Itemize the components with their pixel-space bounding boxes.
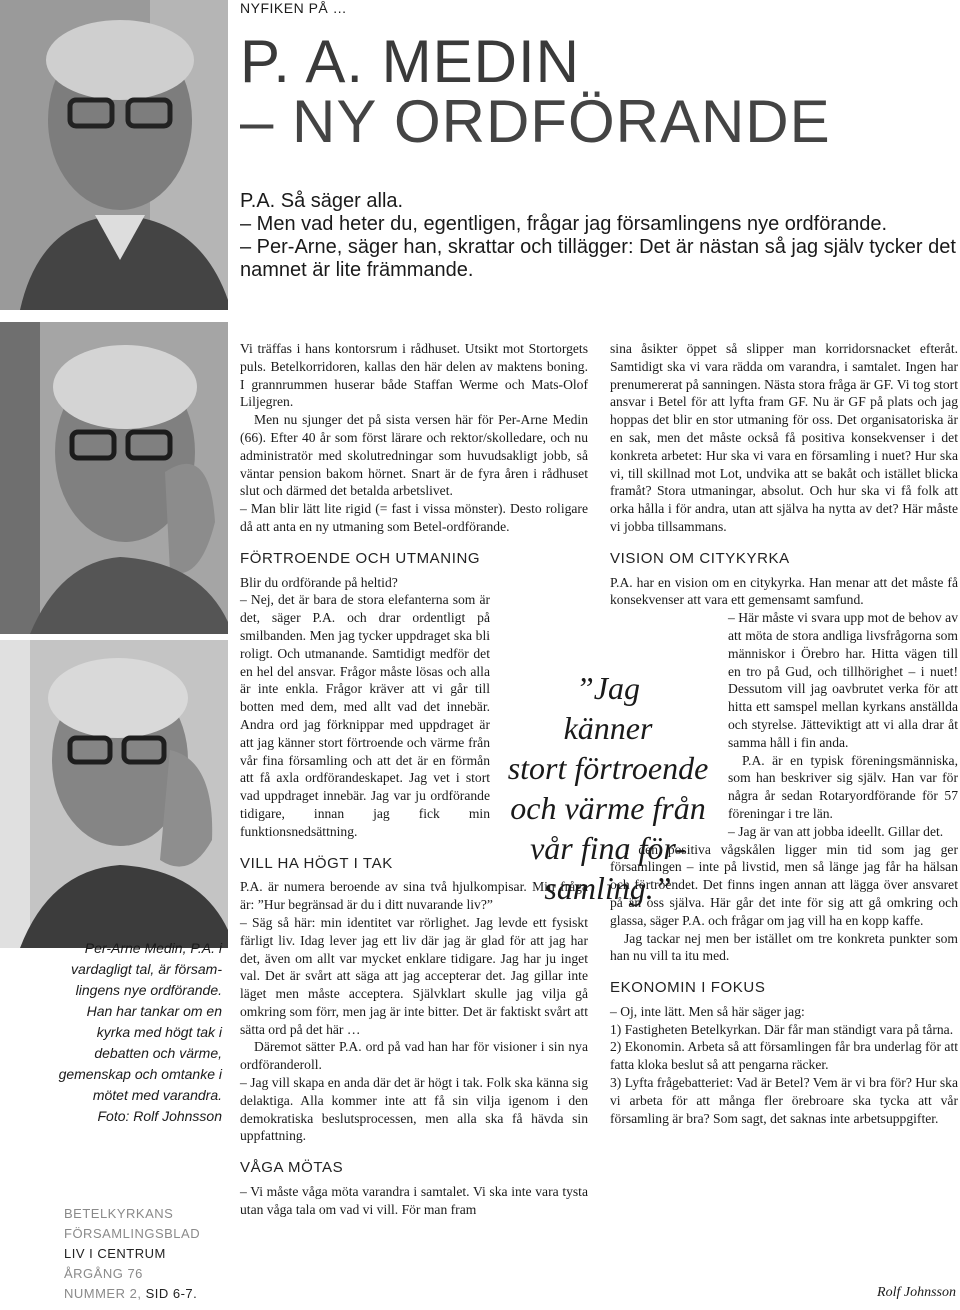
pull-quote-line: känner [563,710,653,746]
masthead [64,1204,200,1304]
paragraph: P.A. är en typisk föreningsmänniska, som han beskriver sig själv. Han var för några år sedan Rotaryordförande för 57 föreningar i tre län. [728,752,958,821]
intro-line: P.A. Så säger alla. [240,190,404,212]
subheading: FÖRTROENDE OCH UTMANING [240,549,481,567]
paragraph: – Nej, det är bara de stora elefanterna som är det, säger P.A. och drar ordentligt på smilbanden. Men jag tycker uppdraget ska bli roligt. Och utmanande. Samtidigt medför det en hel del ansvar. Frågor måste lösas och alla är inte enkla. Frågor kräver att vi går till botten med dem, med allt vad det innebär. Andra ord jag förknippar med uppdraget är att jag känner stort förtroende och värme från vår fina församling och att det är en förmån att få axla ordförandeskapet. Jag vet i stort vad uppdraget innebär. Jag var ju ordförande tidigare, innan jag fick min funktionsnedsättning. [240,592,490,839]
pull-quote-line: och värme från [510,790,706,826]
subheading: EKONOMIN I FOKUS [610,979,766,997]
paragraph: – Säg så här: min identitet var rörlighet. Jag levde ett fysiskt färligt liv. Idag lever jag ett liv där jag är glad för att jag har det, även om allt var mycket enklare tidigare. Jag har ju inget val. Det är svårt att säga att jag accepterar det. Jag gillar inte läget men måste acceptera. Självklart skulle jag vilja gå omkring som förr, men jag är inte bitter. Det är faktiskt svårt att sätta ord på det här … [240,914,588,1037]
portrait-photo-icon [0,640,228,948]
paragraph: Däremot sätter P.A. ord på vad han har för visioner i sin nya ordföranderoll. [240,1039,588,1073]
caption-line: mötet med varandra. [92,1087,222,1103]
intro-line: – Per-Arne, säger han, skrattar och tillägger: Det är nästan så jag själv tycker det namnet är lite främmande. [240,236,956,281]
pull-quote-line: vår fina för- [530,830,686,866]
headline-line-1: P. A. MEDIN [240,28,581,95]
caption-line: gemenskap och omtanke i [58,1066,222,1082]
author-signature: Rolf Johnsson [877,1285,956,1300]
page-number: SID 6-7. [145,1286,198,1301]
paragraph: – Jag är van att jobba ideellt. Gillar det. [728,823,944,839]
photo-credit: Foto: Rolf Johnsson [97,1108,222,1124]
portrait-photo-icon [0,322,228,634]
section-kicker: NYFIKEN PÅ … [240,0,348,16]
pull-quote-line: stort förtroende [507,750,709,786]
paragraph: sina åsikter öppet så slipper man korridorsnacket efteråt. Samtidigt ska vi vara rädda om varandra, i samtalet. Ingen har prenumererat på sanningen. Nästa stora fråga är GF. Vi tog stort ansvar i Betel för att lyfta fram GF. Nu är GF på plats och jag hoppas det blir en stor utmaning för oss. Det organisatoriska är en sak, men det måste också få positiva konsekvenser i det konkreta arbetet: Hur ska vi vara en församling i nuet? Hur ska vi, till skillnad mot Lot, undvika att se bakåt och istället blicka framåt? Stora utmaningar, absolut. Och hur ska vi få folk att orka hålla i för andra, utan att själva ha nytta av det? Här måste vi jobba tillsammans. [610,341,958,534]
masthead-line: ÅRGÅNG 76 [64,1266,143,1281]
masthead-line: BETELKYRKANS [64,1206,174,1221]
paragraph: P.A. är numera beroende av sina två hjulkompisar. Min fråga är: ”Hur begränsad är du i ditt nuvarande liv?” [240,879,588,913]
subheading: VÅGA MÖTAS [240,1159,344,1177]
headline-line-2: – NY ORDFÖRANDE [240,88,831,155]
caption-line: debatten och värme, [94,1045,222,1061]
caption-line: Per-Arne Medin, P.A. i [84,940,222,956]
list-item: 1) Fastigheten Betelkyrkan. Där får man ständigt vara på tårna. [610,1021,954,1037]
pull-quote-line: samling.” [544,870,672,906]
paragraph: – Här måste vi svara upp mot de behov av att möta de stora andliga livsfrågorna som människor i Örebro har. Hitta vägen till en tro på Gud, och tillhörighet – i nuet! Dessutom vill jag oavbrutet verka för att hitta ett samspel mellan kyrkans anställda och styrelse. Jätteviktigt att vi alla drar åt samma håll i fin anda. [728,610,958,750]
paragraph: – Vi måste våga möta varandra i samtalet. Vi ska inte vara tysta utan våga tala om vad vi vill. För man fram [240,1184,588,1217]
paragraph: – Jag vill skapa en anda där det är högt i tak. Folk ska känna sig delaktiga. Alla kommer inte att få sin vilja igenom i den demokratiska beslutsprocessen, men alla ska få hävda sin uppfattning. [240,1075,588,1144]
intro-line: – Men vad heter du, egentligen, frågar jag församlingens nye ordförande. [240,213,888,235]
paragraph: Men nu sjunger det på sista versen här för Per-Arne Medin (66). Efter 40 år som först lärare och rektor/skolledare, och nu administratör med skolutredningar som huvudsakligt jobb, så väntar pension bakom hörnet. Snart är de fyra åren i rådhuset slut och därmed det betalda arbetslivet. [240,412,588,499]
list-item: 3) Lyfta frågebatteriet: Vad är Betel? Vem är vi bra för? Hur ska vi arbeta för att många fler örebroare ska tycka att vår församling är bra? Som sagt, det saknas inte arbetsuppgifter. [610,1075,958,1126]
paragraph: – Oj, inte lätt. Men så här säger jag: [610,1003,805,1019]
masthead-line: FÖRSAMLINGSBLAD [64,1226,201,1241]
caption-line: Han har tankar om en [86,1003,222,1019]
portrait-photo-icon [0,0,228,310]
masthead-line: LIV I CENTRUM [64,1246,166,1261]
subheading: VISION OM CITYKYRKA [610,549,790,567]
photo-caption [22,938,222,1127]
portrait-photo-2 [0,322,228,634]
intro [240,190,960,282]
caption-line: kyrka med högt tak i [96,1024,222,1040]
pull-quote [488,668,728,908]
portrait-photo-1 [0,0,228,310]
issue-number: NUMMER 2, [64,1286,142,1301]
caption-line: vardagligt tal, är försam- [71,961,222,977]
pull-quote-line: ”Jag [576,670,640,706]
list-item: 2) Ekonomin. Arbeta så att församlingen får bra underlag för att fatta kloka beslut så att pengarna räcker. [610,1039,958,1073]
paragraph: P.A. har en vision om en citykyrka. Han menar att det måste få konsekvenser att vara ett gemensamt samfund. [610,574,958,608]
caption-line: lingens nye ordförande. [75,982,222,998]
paragraph: Blir du ordförande på heltid? [240,574,398,590]
portrait-photo-3 [0,640,228,948]
paragraph: I den positiva vågskålen ligger min tid som jag ger församlingen – inte på livstid, men så länge jag får ha hälsan och förtroendet. Det finns ingen annan att lägga över ansvaret på än oss själva. Här går det inte för sig att gå omkring och glassa, säger P.A. och frågar om jag vill ha en kopp kaffe. [610,841,958,928]
paragraph: Jag tackar nej men ber istället om tre konkreta punkter som han nu vill ta itu med. [610,930,958,964]
subheading: VILL HA HÖGT I TAK [240,854,393,872]
paragraph: – Man blir lätt lite rigid (= fast i vissa mönster). Desto roligare då att anta en ny utmaning som Betel-ordförande. [240,501,588,534]
paragraph: Vi träffas i hans kontorsrum i rådhuset. Utsikt mot Stortorgets puls. Betelkorridoren, kallas den här delen av maktens boning. I grannrummen huserar både Staffan Werme och Mats-Olof Liljegren. [240,341,588,410]
